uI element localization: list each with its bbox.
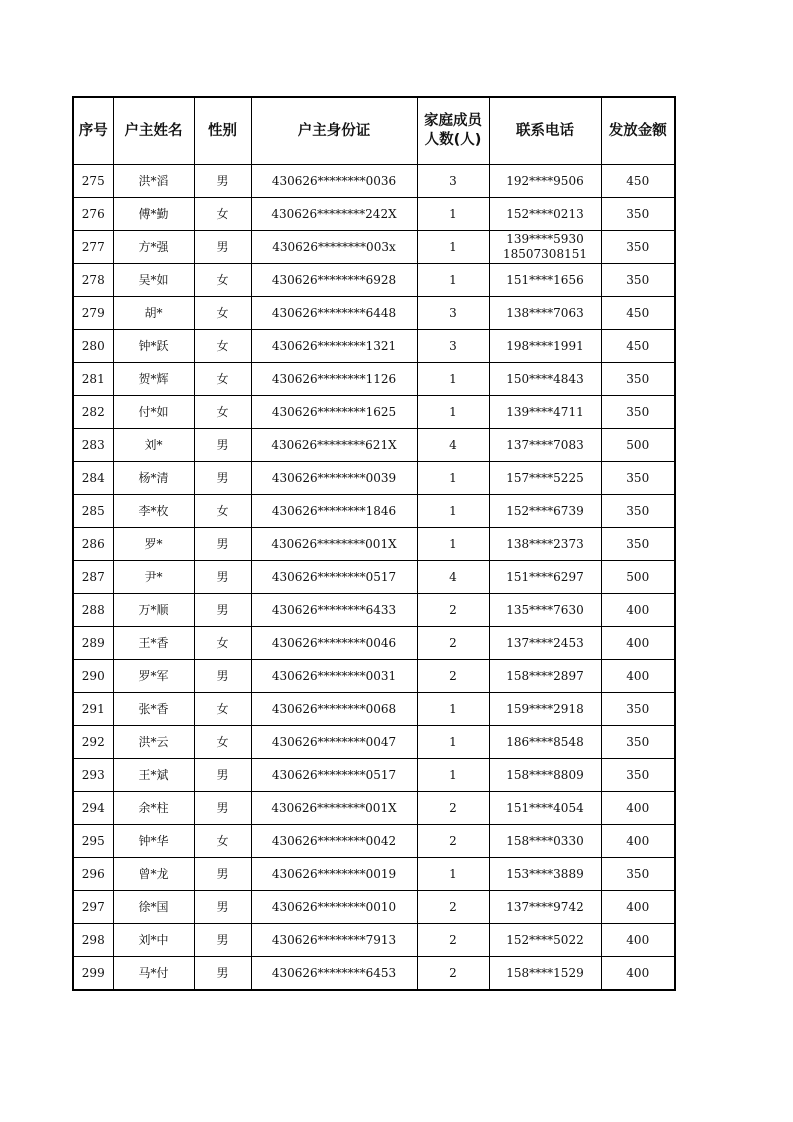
cell-members: 4 <box>417 429 489 462</box>
table-row <box>73 825 675 858</box>
cell-members: 2 <box>417 627 489 660</box>
cell-amount: 400 <box>601 891 675 924</box>
table-row <box>73 495 675 528</box>
cell-amount: 400 <box>601 627 675 660</box>
cell-id: 430626********1321 <box>251 330 417 363</box>
cell-name: 余*柱 <box>113 792 194 825</box>
cell-amount: 400 <box>601 957 675 991</box>
header-name: 户主姓名 <box>113 97 194 165</box>
cell-id: 430626********0042 <box>251 825 417 858</box>
roster-sheet <box>72 96 676 991</box>
cell-id: 430626********6433 <box>251 594 417 627</box>
phone-number: 139****5930 <box>506 232 584 246</box>
cell-no: 276 <box>73 198 113 231</box>
cell-phone <box>489 792 601 825</box>
cell-name: 洪*滔 <box>113 165 194 198</box>
phone-number: 139****4711 <box>506 404 584 419</box>
phone-number: 138****7063 <box>506 305 584 320</box>
cell-members: 3 <box>417 330 489 363</box>
table-row <box>73 957 675 991</box>
cell-gender: 男 <box>194 528 251 561</box>
cell-phone <box>489 396 601 429</box>
header-row <box>73 97 675 165</box>
cell-no: 286 <box>73 528 113 561</box>
cell-no: 288 <box>73 594 113 627</box>
cell-amount: 350 <box>601 693 675 726</box>
cell-id: 430626********0068 <box>251 693 417 726</box>
cell-name: 马*付 <box>113 957 194 991</box>
cell-name: 贺*辉 <box>113 363 194 396</box>
cell-gender: 男 <box>194 594 251 627</box>
cell-members: 2 <box>417 924 489 957</box>
table-row <box>73 165 675 198</box>
cell-name: 李*枚 <box>113 495 194 528</box>
cell-gender: 男 <box>194 231 251 264</box>
cell-phone <box>489 264 601 297</box>
cell-amount: 450 <box>601 297 675 330</box>
cell-members: 1 <box>417 396 489 429</box>
table-row <box>73 396 675 429</box>
phone-number: 158****8809 <box>506 767 584 782</box>
cell-amount: 350 <box>601 462 675 495</box>
cell-phone <box>489 825 601 858</box>
phone-number: 150****4843 <box>506 371 584 386</box>
cell-amount: 450 <box>601 165 675 198</box>
cell-id: 430626********0036 <box>251 165 417 198</box>
table-body <box>73 165 675 991</box>
phone-number: 152****0213 <box>506 206 584 221</box>
table-row <box>73 198 675 231</box>
cell-id: 430626********0039 <box>251 462 417 495</box>
cell-amount: 400 <box>601 825 675 858</box>
cell-phone <box>489 561 601 594</box>
cell-name: 刘*中 <box>113 924 194 957</box>
cell-gender: 男 <box>194 429 251 462</box>
cell-members: 1 <box>417 363 489 396</box>
cell-phone <box>489 462 601 495</box>
cell-id: 430626********1126 <box>251 363 417 396</box>
cell-members: 2 <box>417 825 489 858</box>
cell-name: 洪*云 <box>113 726 194 759</box>
table-row <box>73 330 675 363</box>
phone-number: 137****7083 <box>506 437 584 452</box>
cell-amount: 400 <box>601 660 675 693</box>
cell-phone <box>489 858 601 891</box>
cell-name: 张*香 <box>113 693 194 726</box>
cell-phone <box>489 594 601 627</box>
cell-id: 430626********001X <box>251 792 417 825</box>
cell-no: 295 <box>73 825 113 858</box>
phone-number: 137****9742 <box>506 899 584 914</box>
cell-phone <box>489 231 601 264</box>
cell-no: 284 <box>73 462 113 495</box>
cell-no: 293 <box>73 759 113 792</box>
cell-id: 430626********0517 <box>251 759 417 792</box>
table-row <box>73 858 675 891</box>
cell-no: 275 <box>73 165 113 198</box>
cell-id: 430626********0047 <box>251 726 417 759</box>
cell-gender: 男 <box>194 957 251 991</box>
cell-members: 1 <box>417 528 489 561</box>
cell-members: 1 <box>417 264 489 297</box>
cell-amount: 500 <box>601 561 675 594</box>
cell-members: 2 <box>417 660 489 693</box>
cell-gender: 男 <box>194 891 251 924</box>
table-row <box>73 429 675 462</box>
cell-phone <box>489 957 601 991</box>
table-row <box>73 660 675 693</box>
cell-name: 曾*龙 <box>113 858 194 891</box>
phone-number: 151****1656 <box>506 272 584 287</box>
cell-amount: 450 <box>601 330 675 363</box>
phone-number: 151****6297 <box>506 569 584 584</box>
cell-members: 1 <box>417 693 489 726</box>
phone-number: 158****0330 <box>506 833 584 848</box>
phone-number: 152****6739 <box>506 503 584 518</box>
cell-id: 430626********001X <box>251 528 417 561</box>
cell-id: 430626********0031 <box>251 660 417 693</box>
cell-gender: 男 <box>194 462 251 495</box>
table-row <box>73 792 675 825</box>
table-row <box>73 891 675 924</box>
cell-phone <box>489 429 601 462</box>
phone-number: 186****8548 <box>506 734 584 749</box>
cell-members: 4 <box>417 561 489 594</box>
cell-gender: 男 <box>194 165 251 198</box>
cell-gender: 女 <box>194 396 251 429</box>
cell-phone <box>489 627 601 660</box>
cell-members: 2 <box>417 891 489 924</box>
cell-phone <box>489 297 601 330</box>
cell-name: 徐*国 <box>113 891 194 924</box>
table-row <box>73 726 675 759</box>
table-row <box>73 462 675 495</box>
cell-amount: 400 <box>601 792 675 825</box>
header-phone: 联系电话 <box>489 97 601 165</box>
cell-gender: 女 <box>194 297 251 330</box>
phone-number: 192****9506 <box>506 173 584 188</box>
cell-id: 430626********7913 <box>251 924 417 957</box>
cell-no: 298 <box>73 924 113 957</box>
cell-phone <box>489 759 601 792</box>
cell-id: 430626********6453 <box>251 957 417 991</box>
cell-name: 杨*清 <box>113 462 194 495</box>
cell-name: 罗* <box>113 528 194 561</box>
cell-phone <box>489 495 601 528</box>
cell-phone <box>489 528 601 561</box>
table-row <box>73 759 675 792</box>
cell-id: 430626********1625 <box>251 396 417 429</box>
cell-members: 3 <box>417 297 489 330</box>
cell-id: 430626********6928 <box>251 264 417 297</box>
phone-number: 152****5022 <box>506 932 584 947</box>
cell-name: 王*斌 <box>113 759 194 792</box>
cell-amount: 350 <box>601 528 675 561</box>
cell-no: 296 <box>73 858 113 891</box>
cell-gender: 男 <box>194 792 251 825</box>
cell-amount: 350 <box>601 198 675 231</box>
phone-number: 137****2453 <box>506 635 584 650</box>
cell-no: 280 <box>73 330 113 363</box>
cell-gender: 女 <box>194 330 251 363</box>
phone-number: 138****2373 <box>506 536 584 551</box>
cell-amount: 350 <box>601 759 675 792</box>
header-id: 户主身份证 <box>251 97 417 165</box>
cell-amount: 500 <box>601 429 675 462</box>
cell-no: 279 <box>73 297 113 330</box>
cell-amount: 350 <box>601 495 675 528</box>
cell-gender: 女 <box>194 693 251 726</box>
cell-gender: 女 <box>194 363 251 396</box>
phone-number: 158****2897 <box>506 668 584 683</box>
cell-amount: 350 <box>601 264 675 297</box>
cell-phone <box>489 165 601 198</box>
cell-id: 430626********0010 <box>251 891 417 924</box>
cell-members: 1 <box>417 198 489 231</box>
cell-gender: 女 <box>194 627 251 660</box>
cell-name: 钟*跃 <box>113 330 194 363</box>
cell-phone <box>489 660 601 693</box>
cell-amount: 400 <box>601 924 675 957</box>
cell-members: 1 <box>417 231 489 264</box>
cell-id: 430626********0046 <box>251 627 417 660</box>
cell-id: 430626********6448 <box>251 297 417 330</box>
cell-gender: 女 <box>194 264 251 297</box>
cell-name: 罗*军 <box>113 660 194 693</box>
header-members <box>417 97 489 165</box>
cell-members: 1 <box>417 858 489 891</box>
table-row <box>73 264 675 297</box>
header-members-line1: 家庭成员 <box>424 113 482 129</box>
phone-number: 198****1991 <box>506 338 584 353</box>
cell-name: 刘* <box>113 429 194 462</box>
phone-number: 157****5225 <box>506 470 584 485</box>
cell-gender: 女 <box>194 495 251 528</box>
cell-members: 1 <box>417 495 489 528</box>
table-row <box>73 297 675 330</box>
table-row <box>73 363 675 396</box>
cell-members: 2 <box>417 957 489 991</box>
cell-gender: 男 <box>194 759 251 792</box>
cell-no: 292 <box>73 726 113 759</box>
cell-phone <box>489 330 601 363</box>
cell-id: 430626********621X <box>251 429 417 462</box>
cell-amount: 350 <box>601 858 675 891</box>
subsidy-roster-table <box>72 96 676 991</box>
cell-members: 1 <box>417 726 489 759</box>
cell-phone <box>489 891 601 924</box>
cell-name: 钟*华 <box>113 825 194 858</box>
cell-amount: 400 <box>601 594 675 627</box>
phone-number: 135****7630 <box>506 602 584 617</box>
cell-amount: 350 <box>601 396 675 429</box>
header-amount: 发放金额 <box>601 97 675 165</box>
cell-no: 282 <box>73 396 113 429</box>
cell-gender: 女 <box>194 825 251 858</box>
cell-gender: 男 <box>194 561 251 594</box>
cell-id: 430626********242X <box>251 198 417 231</box>
table-row <box>73 528 675 561</box>
phone-number: 18507308151 <box>503 247 587 261</box>
cell-no: 278 <box>73 264 113 297</box>
cell-no: 281 <box>73 363 113 396</box>
cell-name: 尹* <box>113 561 194 594</box>
header-no: 序号 <box>73 97 113 165</box>
phone-number: 151****4054 <box>506 800 584 815</box>
cell-gender: 女 <box>194 198 251 231</box>
cell-no: 291 <box>73 693 113 726</box>
cell-no: 289 <box>73 627 113 660</box>
table-row <box>73 924 675 957</box>
table-row <box>73 231 675 264</box>
cell-id: 430626********0517 <box>251 561 417 594</box>
cell-name: 方*强 <box>113 231 194 264</box>
cell-amount: 350 <box>601 726 675 759</box>
cell-amount: 350 <box>601 363 675 396</box>
cell-amount: 350 <box>601 231 675 264</box>
cell-id: 430626********1846 <box>251 495 417 528</box>
cell-id: 430626********0019 <box>251 858 417 891</box>
cell-gender: 男 <box>194 660 251 693</box>
table-row <box>73 561 675 594</box>
cell-no: 283 <box>73 429 113 462</box>
table-row <box>73 693 675 726</box>
cell-phone <box>489 924 601 957</box>
cell-no: 294 <box>73 792 113 825</box>
cell-no: 299 <box>73 957 113 991</box>
table-row <box>73 627 675 660</box>
cell-members: 1 <box>417 759 489 792</box>
cell-members: 2 <box>417 792 489 825</box>
cell-name: 付*如 <box>113 396 194 429</box>
cell-no: 297 <box>73 891 113 924</box>
header-members-line2: 人数(人) <box>424 132 482 148</box>
cell-phone <box>489 363 601 396</box>
cell-members: 3 <box>417 165 489 198</box>
phone-number: 159****2918 <box>506 701 584 716</box>
cell-gender: 男 <box>194 924 251 957</box>
cell-no: 287 <box>73 561 113 594</box>
cell-name: 傅*勤 <box>113 198 194 231</box>
cell-phone <box>489 198 601 231</box>
cell-name: 吴*如 <box>113 264 194 297</box>
cell-name: 胡* <box>113 297 194 330</box>
table-row <box>73 594 675 627</box>
phone-number: 153****3889 <box>506 866 584 881</box>
header-gender: 性别 <box>194 97 251 165</box>
phone-number: 158****1529 <box>506 965 584 980</box>
cell-gender: 女 <box>194 726 251 759</box>
cell-members: 2 <box>417 594 489 627</box>
cell-no: 290 <box>73 660 113 693</box>
cell-gender: 男 <box>194 858 251 891</box>
cell-no: 277 <box>73 231 113 264</box>
cell-phone <box>489 693 601 726</box>
cell-no: 285 <box>73 495 113 528</box>
cell-phone <box>489 726 601 759</box>
cell-name: 王*香 <box>113 627 194 660</box>
cell-id: 430626********003x <box>251 231 417 264</box>
cell-name: 万*顺 <box>113 594 194 627</box>
cell-members: 1 <box>417 462 489 495</box>
